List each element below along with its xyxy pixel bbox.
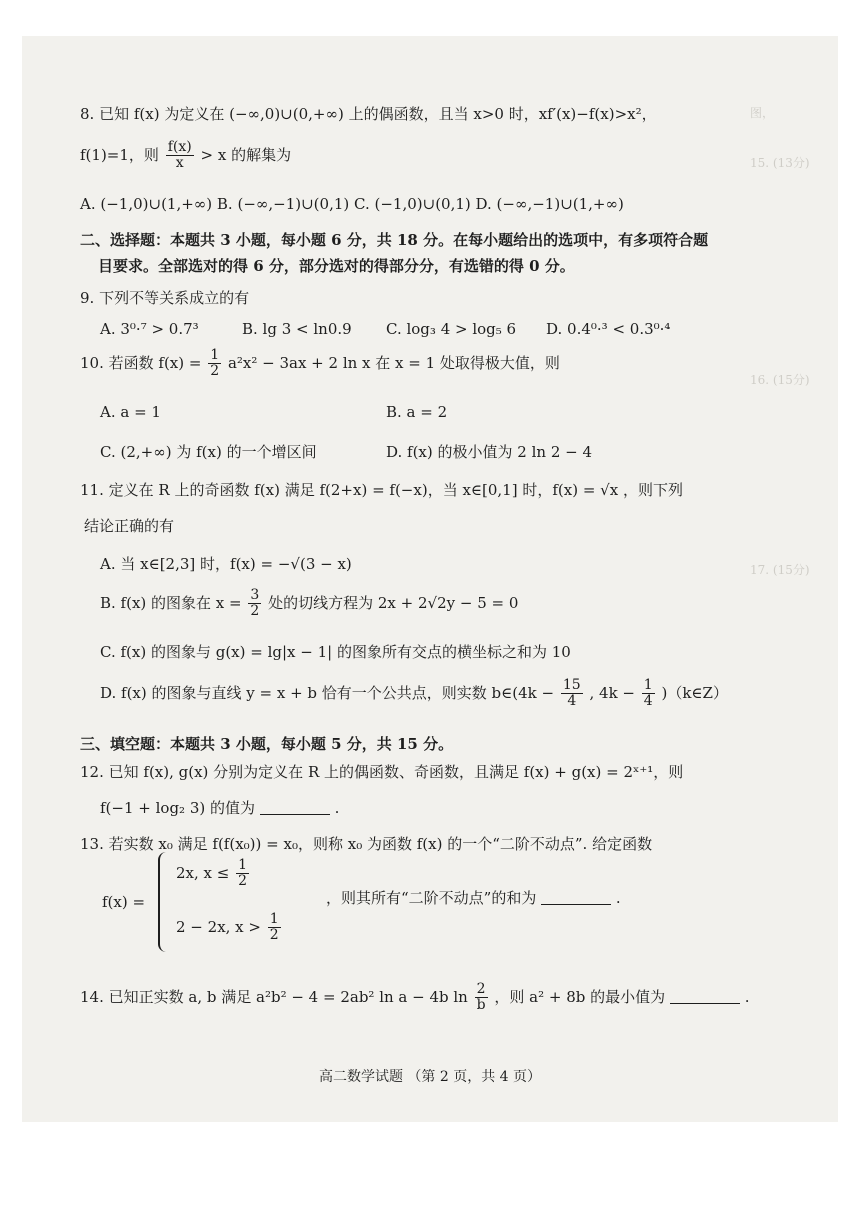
fraction-numerator: f(x): [167, 139, 192, 155]
q13-tail-text: ，则其所有“二阶不动点”的和为: [326, 889, 537, 907]
q11-option-d: [100, 678, 728, 710]
fraction-numerator: 1: [643, 677, 653, 693]
fraction-denominator: 4: [567, 693, 577, 710]
q10-option-a: A. a = 1: [100, 403, 161, 421]
q10-stem-text: a²x² − 3ax + 2 ln x 在 x = 1 处取得极大值，则: [227, 353, 560, 372]
fraction-denominator: 2: [269, 927, 279, 944]
fraction-denominator: 2: [250, 603, 260, 620]
q13-case-2: [176, 912, 283, 944]
q10-option-b: B. a = 2: [386, 403, 448, 421]
section2-header-line1: 二、选择题：本题共 3 小题，每小题 6 分，共 18 分。在每小题给出的选项中，有多项符合题: [80, 231, 709, 249]
q9-option-d: D. 0.4⁰·³ < 0.3⁰·⁴: [546, 320, 671, 338]
q8-fraction: [166, 140, 194, 172]
q10-option-c: C. (2,+∞) 为 f(x) 的一个增区间: [100, 443, 317, 461]
fraction-numerator: 2: [476, 981, 486, 997]
bleed-through-text: 15. (13分): [750, 156, 810, 170]
answer-blank: [260, 800, 330, 815]
q8-stem-line2: [80, 140, 291, 172]
q12-stem-line1: 12. 已知 f(x), g(x) 分别为定义在 R 上的偶函数、奇函数，且满足 f(x) + g(x) = 2ˣ⁺¹，则: [80, 763, 684, 781]
q14-period: .: [744, 987, 750, 1006]
q9-option-b: B. lg 3 < ln0.9: [242, 320, 352, 338]
q11-option-b-text: B. f(x) 的图象在 x =: [100, 593, 242, 612]
section3-header: 三、填空题：本题共 3 小题，每小题 5 分，共 15 分。: [80, 735, 454, 753]
q13-case-1-fraction: [236, 858, 249, 890]
q14-stem-text: 14. 已知正实数 a, b 满足 a²b² − 4 = 2ab² ln a − 4b ln: [80, 987, 468, 1006]
q13-case-2-text: 2 − 2x, x >: [176, 917, 261, 936]
q13-case-1: [176, 858, 251, 890]
q11-stem-line2: 结论正确的有: [84, 517, 175, 535]
fraction-denominator: 4: [643, 693, 653, 710]
q12-stem-line2: [100, 798, 339, 818]
answer-blank: [670, 989, 740, 1004]
exam-page: [22, 36, 838, 1122]
q11-option-b-text: 处的切线方程为 2x + 2√2y − 5 = 0: [268, 593, 519, 612]
q13-case-2-fraction: [268, 912, 281, 944]
q11-option-d-text: D. f(x) 的图象与直线 y = x + b 恰有一个公共点，则实数 b∈(4k −: [100, 683, 555, 702]
piecewise-brace: [158, 852, 170, 952]
q11-option-a: A. 当 x∈[2,3] 时，f(x) = −√(3 − x): [100, 555, 352, 573]
section2-header-line2: 目要求。全部选对的得 6 分，部分选对的得部分分，有选错的得 0 分。: [98, 257, 575, 275]
q8-stem-text: > x 的解集为: [200, 145, 292, 164]
q9-option-c: C. log₃ 4 > log₅ 6: [386, 320, 517, 338]
q11-stem-line1: 11. 定义在 R 上的奇函数 f(x) 满足 f(2+x) = f(−x)，当 x∈[0,1] 时，f(x) = √x ，则下列: [80, 481, 683, 499]
fraction-numerator: 3: [250, 587, 260, 603]
bleed-through-text: 16. (15分): [750, 373, 810, 387]
q10-stem: [80, 348, 560, 380]
fraction-denominator: 2: [210, 363, 220, 380]
bleed-through-text: 17. (15分): [750, 563, 810, 577]
q11-option-c: C. f(x) 的图象与 g(x) = lg|x − 1| 的图象所有交点的横坐标之和为 10: [100, 643, 571, 661]
q11-option-b: [100, 588, 518, 620]
q8-stem-text: f(1)=1，则: [80, 145, 159, 164]
q8-options: A. (−1,0)∪(1,+∞) B. (−∞,−1)∪(0,1) C. (−1,0)∪(0,1) D. (−∞,−1)∪(1,+∞): [80, 195, 624, 213]
fraction-denominator: 2: [238, 873, 248, 890]
q13-function-name: f(x) =: [102, 893, 146, 911]
q9-option-a: A. 3⁰·⁷ > 0.7³: [100, 320, 199, 338]
q14-stem-text: ，则 a² + 8b 的最小值为: [494, 987, 666, 1006]
q8-stem-line1: 8. 已知 f(x) 为定义在 (−∞,0)∪(0,+∞) 上的偶函数，且当 x>0 时，xf′(x)−f(x)>x²，: [80, 105, 657, 123]
q12-stem-text: f(−1 + log₂ 3) 的值为: [100, 799, 255, 817]
q11-option-d-text: )（k∈Z）: [661, 683, 728, 702]
fraction-numerator: 15: [562, 677, 581, 693]
q11-option-d-fraction-2: [642, 678, 655, 710]
q12-period: .: [334, 799, 340, 817]
answer-blank: [541, 890, 611, 905]
q13-case-1-text: 2x, x ≤: [176, 863, 230, 882]
q14-stem: [80, 982, 749, 1014]
q11-option-b-fraction: [248, 588, 261, 620]
bleed-through-text: 图，: [750, 106, 775, 120]
q13-piecewise: [158, 852, 621, 962]
q13-period: .: [615, 889, 621, 907]
fraction-denominator: x: [175, 155, 184, 172]
fraction-numerator: 1: [269, 911, 279, 927]
q10-fraction: [208, 348, 221, 380]
fraction-numerator: 1: [238, 857, 248, 873]
q13-tail: [326, 888, 621, 908]
q11-option-d-fraction-1: [561, 678, 583, 710]
page-footer: 高二数学试题 （第 2 页，共 4 页）: [318, 1069, 542, 1085]
fraction-numerator: 1: [210, 347, 220, 363]
q10-stem-text: 10. 若函数 f(x) =: [80, 353, 202, 372]
q13-stem-line1: 13. 若实数 x₀ 满足 f(f(x₀)) = x₀，则称 x₀ 为函数 f(x) 的一个“二阶不动点”. 给定函数: [80, 835, 653, 853]
q14-fraction: [475, 982, 488, 1014]
q10-option-d: D. f(x) 的极小值为 2 ln 2 − 4: [386, 443, 593, 461]
fraction-denominator: b: [476, 997, 486, 1014]
q11-option-d-text: , 4k −: [589, 683, 635, 702]
q9-stem: 9. 下列不等关系成立的有: [80, 289, 250, 307]
